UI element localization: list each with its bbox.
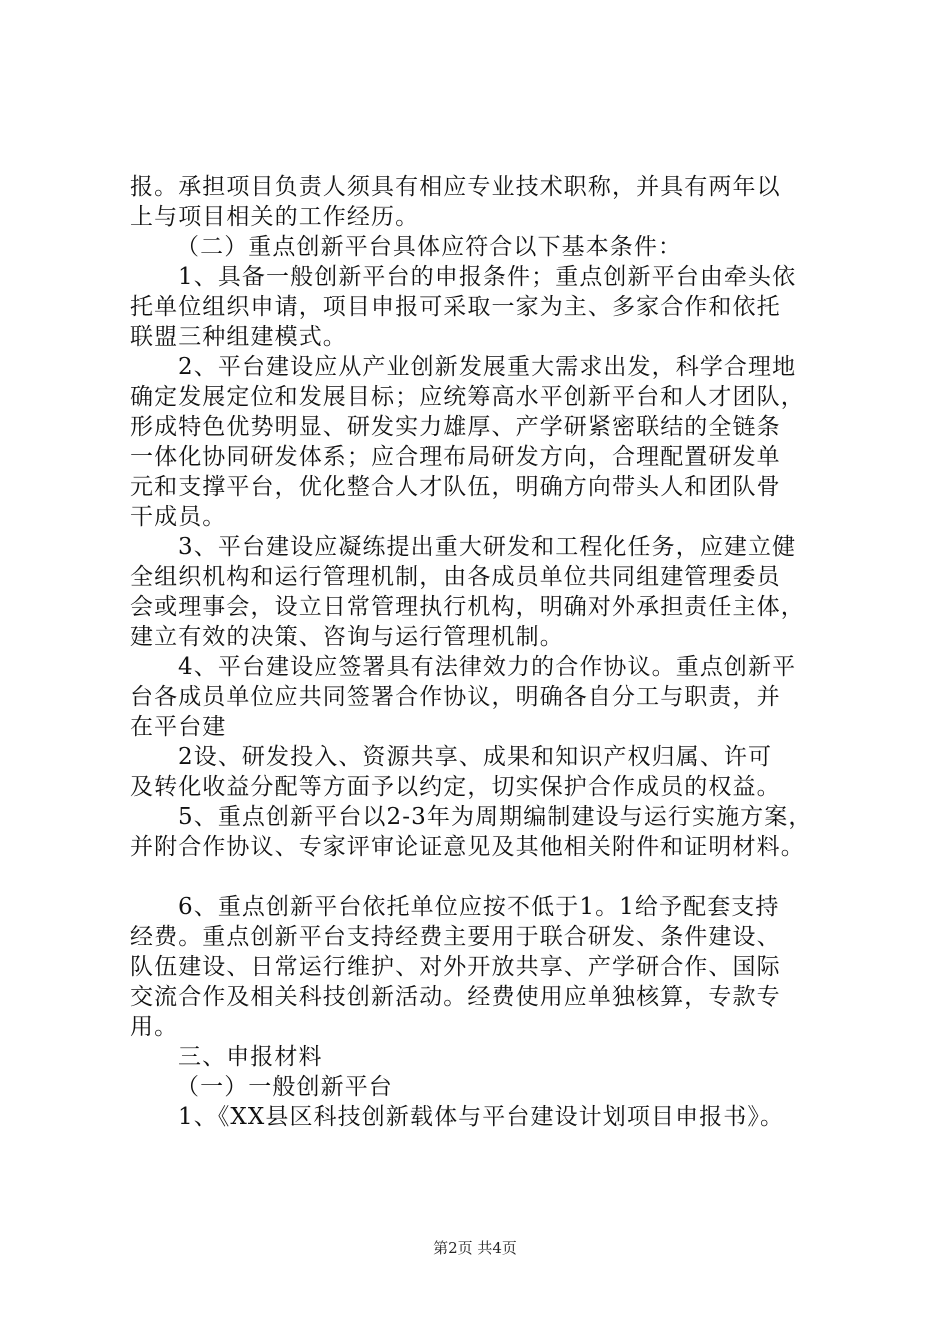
text-line: 托单位组织申请，项目申报可采取一家为主、多家合作和依托 — [130, 294, 781, 320]
text-line: 全组织机构和运行管理机制，由各成员单位共同组建管理委员 — [130, 564, 781, 590]
text-line: 干成员。 — [130, 504, 227, 530]
text-line: 4、平台建设应签署具有法律效力的合作协议。重点创新平 — [178, 654, 797, 680]
text-line: 形成特色优势明显、研发实力雄厚、产学研紧密联结的全链条 — [130, 414, 781, 440]
text-line: 会或理事会，设立日常管理执行机构，明确对外承担责任主体， — [130, 594, 805, 620]
text-line: 报。承担项目负责人须具有相应专业技术职称，并具有两年以 — [130, 174, 781, 200]
text-line: 交流合作及相关科技创新活动。经费使用应单独核算，专款专 — [130, 984, 781, 1010]
text-line: 并附合作协议、专家评审论证意见及其他相关附件和证明材料。 — [130, 834, 805, 860]
text-line: 6、重点创新平台依托单位应按不低于1。1给予配套支持 — [178, 894, 780, 920]
text-line: 上与项目相关的工作经历。 — [130, 204, 420, 230]
text-line: 1、具备一般创新平台的申报条件；重点创新平台由牵头依 — [178, 264, 797, 290]
text-line: 台各成员单位应共同签署合作协议，明确各自分工与职责，并 — [130, 684, 781, 710]
text-line: 一体化协同研发体系；应合理布局研发方向，合理配置研发单 — [130, 444, 781, 470]
text-line: 用。 — [130, 1014, 179, 1040]
text-line: 在平台建 — [130, 714, 227, 740]
text-line: 1、《XX县区科技创新载体与平台建设计划项目申报书》。 — [178, 1104, 785, 1130]
text-line: 经费。重点创新平台支持经费主要用于联合研发、条件建设、 — [130, 924, 781, 950]
text-line: 联盟三种组建模式。 — [130, 324, 347, 350]
text-line: 2、平台建设应从产业创新发展重大需求出发，科学合理地 — [178, 354, 797, 380]
blank-line — [130, 862, 850, 892]
text-line: 3、平台建设应凝练提出重大研发和工程化任务，应建立健 — [178, 534, 797, 560]
text-line: 队伍建设、日常运行维护、对外开放共享、产学研合作、国际 — [130, 954, 781, 980]
text-line: 建立有效的决策、咨询与运行管理机制。 — [130, 624, 564, 650]
page-number-footer: 第2页 共4页 — [433, 1239, 517, 1257]
text-line: 元和支撑平台，优化整合人才队伍，明确方向带头人和团队骨 — [130, 474, 781, 500]
text-line: 及转化收益分配等方面予以约定，切实保护合作成员的权益。 — [130, 774, 781, 800]
text-line: 5、重点创新平台以2-3年为周期编制建设与运行实施方案， — [178, 804, 813, 830]
document-body — [130, 172, 850, 1132]
text-line: 确定发展定位和发展目标；应统筹高水平创新平台和人才团队， — [130, 384, 805, 410]
section-heading: （二）重点创新平台具体应符合以下基本条件： — [176, 234, 683, 260]
text-line: 2设、研发投入、资源共享、成果和知识产权归属、许可 — [178, 744, 773, 770]
section-heading: 三、申报材料 — [178, 1044, 323, 1070]
subsection-heading: （一）一般创新平台 — [176, 1074, 393, 1100]
